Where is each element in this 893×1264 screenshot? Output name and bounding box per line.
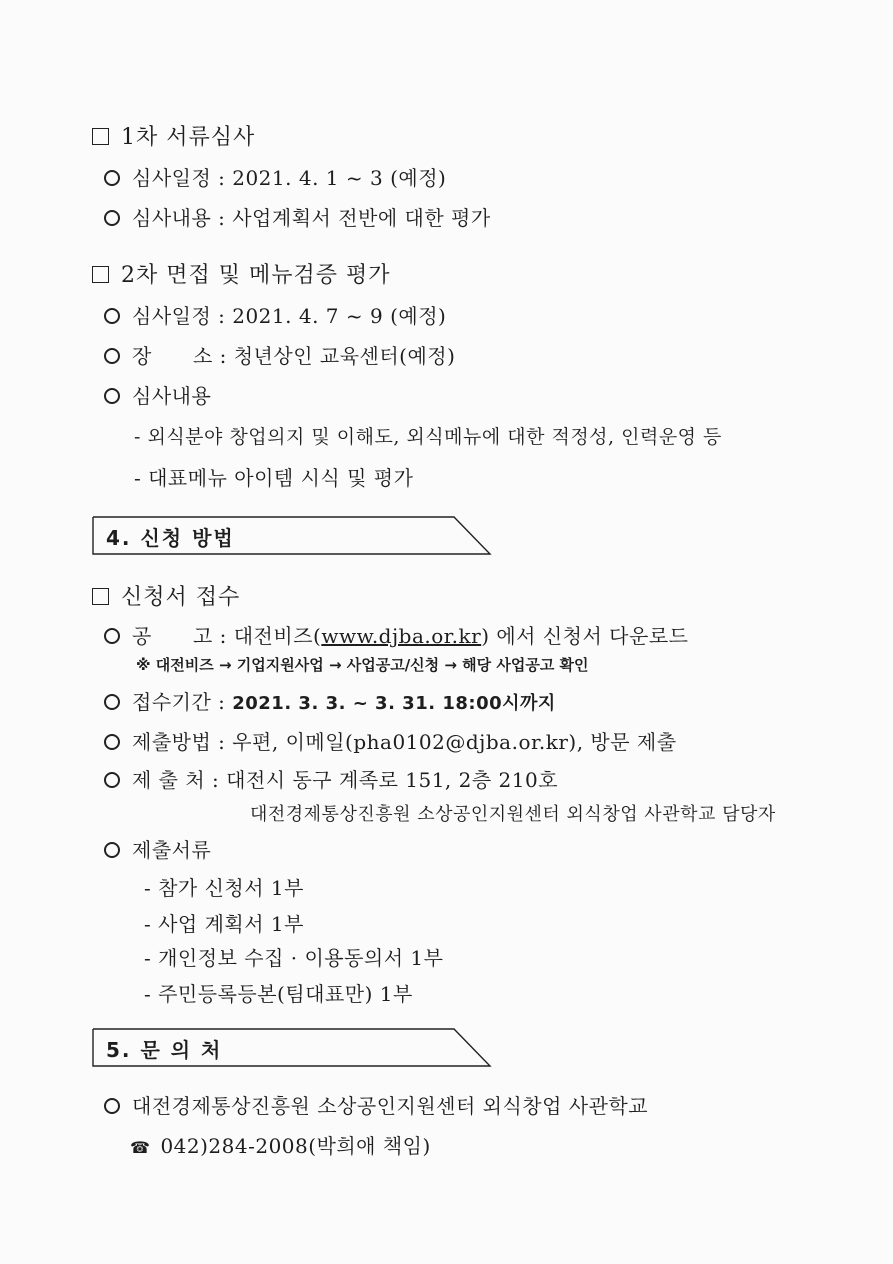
checkbox-square-icon	[92, 588, 109, 605]
notice-path: ※ 대전비즈 → 기업지원사업 → 사업공고/신청 → 해당 사업공고 확인	[136, 656, 589, 674]
first-review-schedule: 심사일정 : 2021. 4. 1 ~ 3 (예정)	[104, 162, 446, 191]
second-review-place: 장 소 : 청년상인 교육센터(예정)	[104, 340, 455, 369]
submit-place-line: 제 출 처 : 대전시 동구 계족로 151, 2층 210호	[104, 764, 558, 793]
period-line: 접수기간 : 2021. 3. 3. ~ 3. 31. 18:00시까지	[104, 686, 556, 715]
section-5-title: 5. 문 의 처	[106, 1038, 223, 1062]
circle-bullet-icon	[104, 842, 120, 858]
doc-item: - 참가 신청서 1부	[144, 876, 304, 900]
circle-bullet-icon	[104, 170, 120, 186]
first-review-content: 심사내용 : 사업계획서 전반에 대한 평가	[104, 202, 491, 231]
method-line: 제출방법 : 우편, 이메일(pha0102@djba.or.kr), 방문 제출	[104, 726, 677, 755]
checkbox-square-icon	[92, 128, 109, 145]
doc-item: - 사업 계획서 1부	[144, 912, 304, 936]
circle-bullet-icon	[104, 628, 120, 644]
circle-bullet-icon	[104, 1098, 120, 1114]
contact-org: 대전경제통상진흥원 소상공인지원센터 외식창업 사관학교	[104, 1090, 648, 1119]
second-review-schedule: 심사일정 : 2021. 4. 7 ~ 9 (예정)	[104, 300, 446, 329]
circle-bullet-icon	[104, 210, 120, 226]
second-review-heading: 2차 면접 및 메뉴검증 평가	[92, 258, 391, 289]
doc-item: - 주민등록등본(팀대표만) 1부	[144, 982, 413, 1006]
second-review-content-item: - 대표메뉴 아이템 시식 및 평가	[134, 466, 414, 490]
circle-bullet-icon	[104, 694, 120, 710]
second-review-content-label: 심사내용	[104, 380, 211, 409]
circle-bullet-icon	[104, 308, 120, 324]
docs-label: 제출서류	[104, 834, 211, 863]
section-5-tab	[92, 1028, 492, 1068]
circle-bullet-icon	[104, 388, 120, 404]
circle-bullet-icon	[104, 734, 120, 750]
checkbox-square-icon	[92, 266, 109, 283]
second-review-content-item: - 외식분야 창업의지 및 이해도, 외식메뉴에 대한 적정성, 인력운영 등	[134, 426, 722, 448]
circle-bullet-icon	[104, 348, 120, 364]
djba-link[interactable]: www.djba.or.kr	[321, 624, 482, 648]
section-4-title: 4. 신청 방법	[106, 526, 235, 550]
doc-item: - 개인정보 수집 · 이용동의서 1부	[144, 946, 444, 970]
first-review-heading: 1차 서류심사	[92, 120, 255, 151]
phone-icon: ☎	[130, 1138, 151, 1157]
circle-bullet-icon	[104, 772, 120, 788]
period-value: 2021. 3. 3. ~ 3. 31. 18:00시까지	[232, 693, 556, 714]
contact-phone: ☎ 042)284-2008(박희애 책임)	[130, 1134, 431, 1158]
section-4-tab	[92, 516, 492, 556]
application-heading: 신청서 접수	[92, 580, 240, 611]
notice-line: 공 고 : 대전비즈(www.djba.or.kr) 에서 신청서 다운로드	[104, 620, 688, 649]
submit-place-line2: 대전경제통상진흥원 소상공인지원센터 외식창업 사관학교 담당자	[250, 804, 776, 825]
